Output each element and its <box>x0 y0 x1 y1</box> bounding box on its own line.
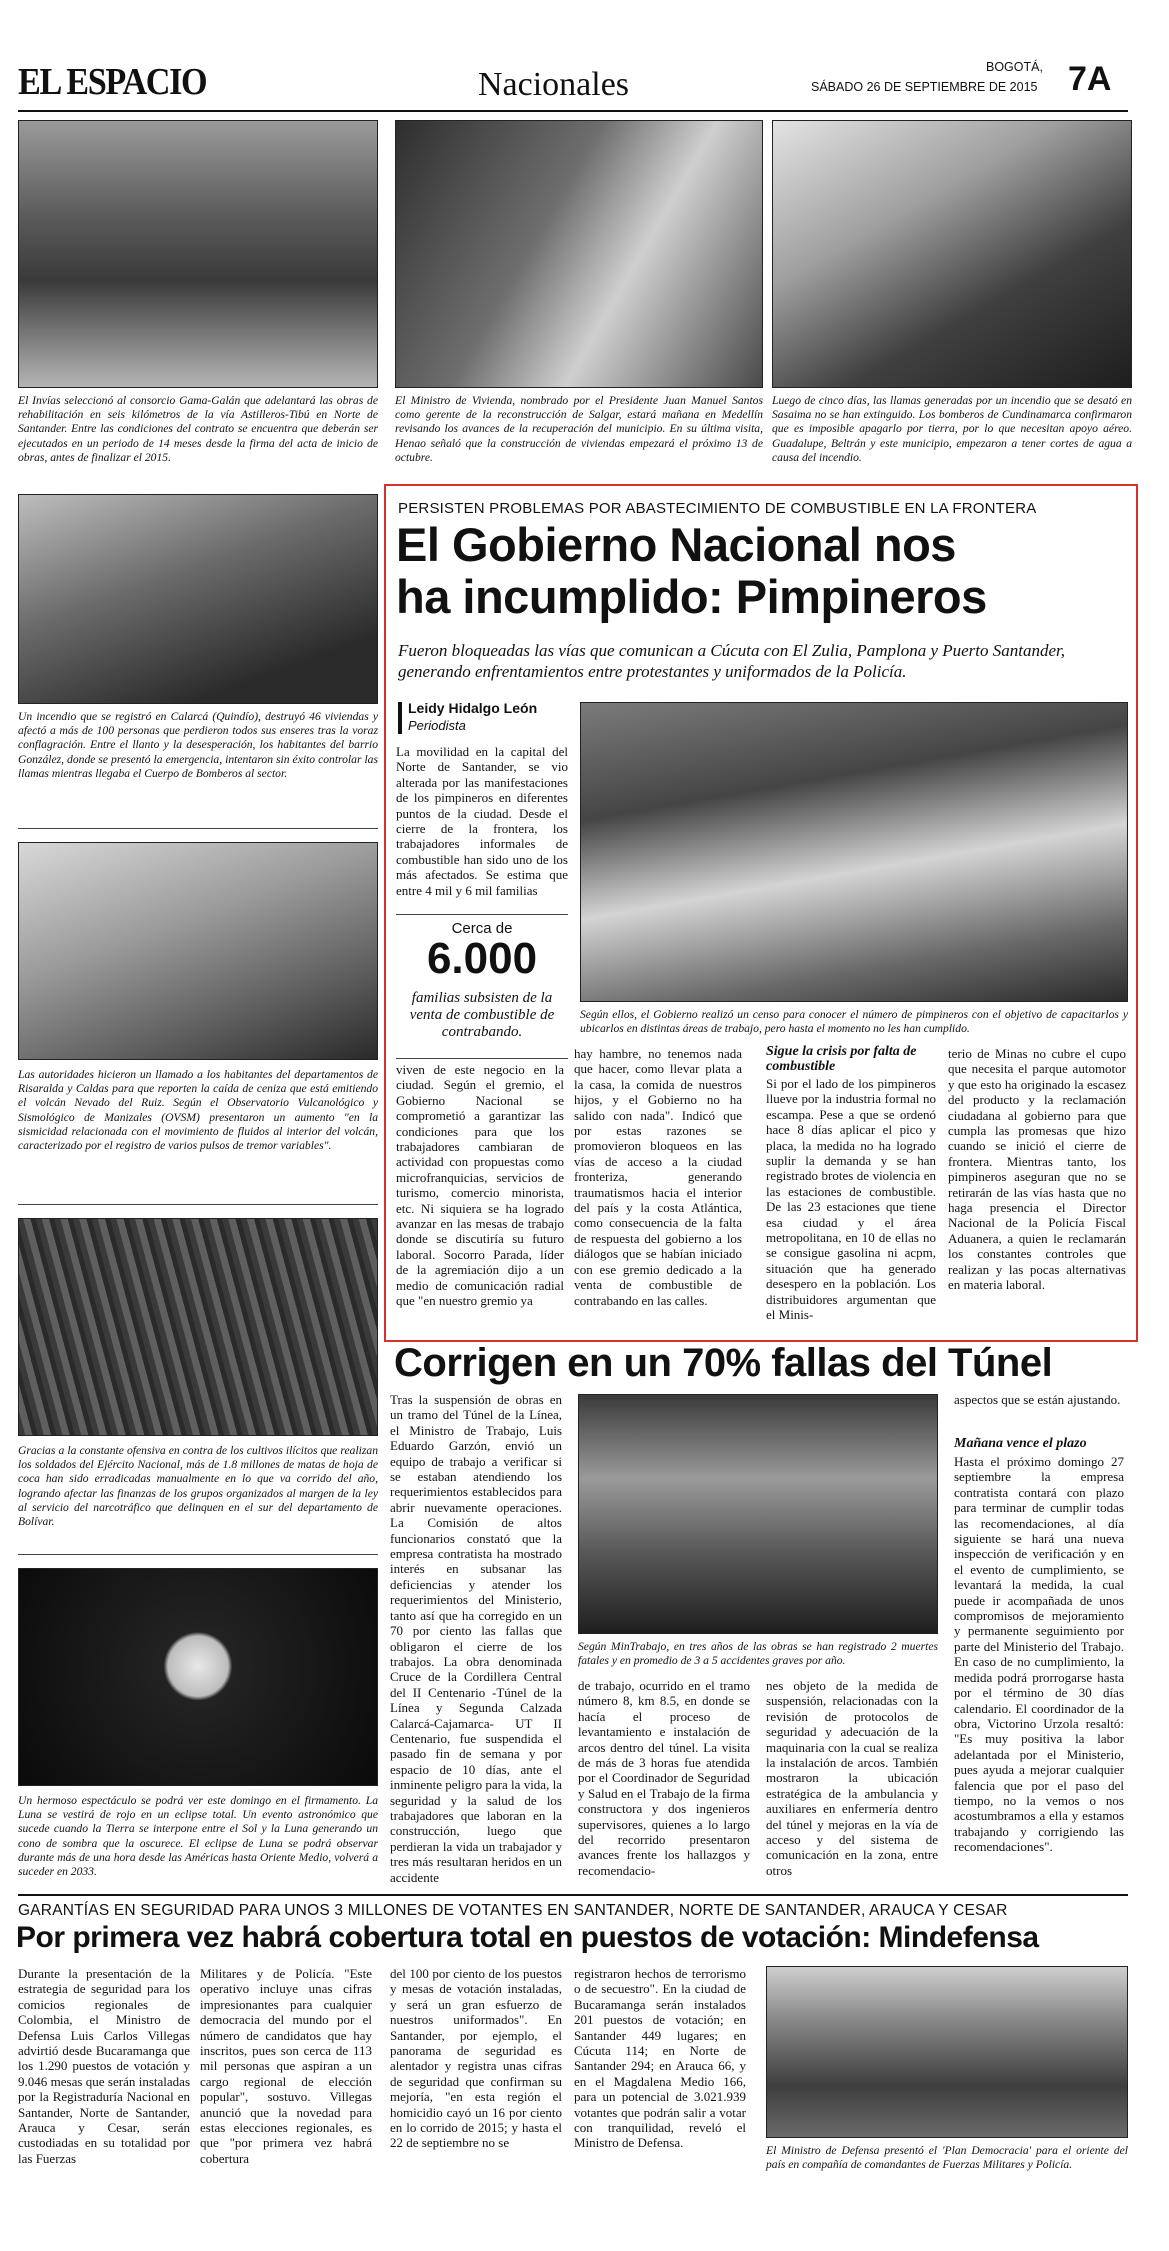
volcano-ash-photo <box>18 842 378 1060</box>
tunnel-story-col3: nes objeto de la medida de suspensión, relacionadas con la revisión de protocolos de seguridad y adecuación de la maquinaria con la cual se realiza la instalación de arcos. También mostraron la ubicación estratégica de la ambulancia y auxiliares en enfermería dentro del túnel y mejoras en la vía de acceso y del sistema de comunicación en la zona, entre otros <box>766 1678 938 1878</box>
pull-quote-top: Cerca de <box>451 920 513 937</box>
main-story-lead: La movilidad en la capital del Norte de Santander, se vio alterada por las manifestaciones de los pimpineros en diferentes puntos de la ciudad. Desde el cierre de la frontera, los trabajadores informales de combustible han sido uno de los más afectados. Se estima que entre 4 mil y 6 mil familias <box>396 744 568 898</box>
lunar-eclipse-photo <box>18 1568 378 1786</box>
dateline-date: SÁBADO 26 DE SEPTIEMBRE DE 2015 <box>811 80 1038 94</box>
mindefensa-caption: El Ministro de Defensa presentó el 'Plan Democracia' para el oriente del país en compañía de comandantes de Fuerzas Militares y Policía. <box>766 2144 1128 2172</box>
bottom-story-kicker: GARANTÍAS EN SEGURIDAD PARA UNOS 3 MILLONES DE VOTANTES EN SANTANDER, NORTE DE SANTANDER, ARAUCA Y CESAR <box>18 1902 1008 1919</box>
main-story-col2: hay hambre, no tenemos nada que hacer, como llevar plata a la casa, la comida de nuestros hijos, y el Gobierno no ha salido con nada". Indicó que por estas razones se promovieron bloqueos en las vías de acceso a la ciudad fronteriza, generando traumatismos hacia el interior del país y la costa Atlántica, como consecuencia de la falta de respuesta del gobierno a los diálogos que se habían iniciado con ese gremio dedicado a la venta de combustible de contrabando en las calles. <box>574 1046 742 1308</box>
wildfire-sasaima-photo <box>772 120 1132 388</box>
tunnel-workers-caption: Según MinTrabajo, en tres años de las obras se han registrado 2 muertes fatales y en promedio de 3 a 5 accidentes graves por año. <box>578 1640 938 1668</box>
main-story-col1: viven de este negocio en la ciudad. Según el gremio, el Gobierno Nacional se comprometió a garantizar las condiciones para que los trabajadores cambiaran de actividad con propuestas como microfranquicias, servicios de turismo, comercio minorista, etc. Ni siquiera se ha logrado avanzar en las mesas de trabajo donde se discutiría su futuro laboral. Socorro Parada, líder de la agremiación dijo a un medio de comunicación radial que "en nuestro gremio ya <box>396 1062 564 1309</box>
section-title: Nacionales <box>478 66 630 103</box>
left-divider-2 <box>18 1204 378 1205</box>
paper-name: EL ESPACIO <box>18 61 207 103</box>
main-story-headline-1: El Gobierno Nacional nos <box>396 518 956 571</box>
tunnel-story-col1: Tras la suspensión de obras en un tramo del Túnel de la Línea, el Ministro de Trabajo, Luis Eduardo Garzón, envió un equipo de trabajo a verificar si se estaban atendiendo los requerimientos establecidos para abrir nuevamente operaciones. La Comisión de altos funcionarios constató que la empresa contratista ha mostrado interés en subsanar las deficiencias y atender los requerimientos del Ministerio, tanto así que ha corregido en un 70 por ciento las fallas que obligaron el cierre de los trabajos. La obra denominada Cruce de la Cordillera Central del II Centenario -Túnel de la Línea y Segunda Calzada Calarcá-Cajamarca- UT II Centenario, fue suspendida el pasado fin de semana y por espacio de 10 días, ante el inminente peligro para la vida, la seguridad y la salud de los trabajadores que laboran en la construcción, luego que perdieran la vida un trabajador y tres más resultaran heridos en un accidente <box>390 1392 562 1885</box>
road-works-photo <box>18 120 378 388</box>
left-divider-3 <box>18 1554 378 1555</box>
minister-housing-caption: El Ministro de Vivienda, nombrado por el Presidente Juan Manuel Santos como gerente de la reconstrucción de Salgar, estará mañana en Medellín revisando los avances de la recuperación del municipio. En su última visita, Henao señaló que la construcción de viviendas empezará el próximo 13 de octubre. <box>395 394 763 464</box>
pull-quote-rule-bottom <box>396 1058 568 1059</box>
left-divider-1 <box>18 828 378 829</box>
calarca-fire-caption: Un incendio que se registró en Calarcá (Quindío), destruyó 46 viviendas y afectó a más de 100 personas que perdieron todos sus enseres tras la voraz conflagración. Entre el llanto y la desesperación, los habitantes del barrio González, donde se presentó la emergencia, intentaron sin éxito controlar las llamas mientras llegaba el Cuerpo de Bomberos al sector. <box>18 710 378 780</box>
bottom-story-headline: Por primera vez habrá cobertura total en puestos de votación: Mindefensa <box>16 1921 1039 1954</box>
masthead <box>18 52 1128 108</box>
lunar-eclipse-caption: Un hermoso espectáculo se podrá ver este domingo en el firmamento. La Luna se vestirá de rojo en un eclipse total. Un evento astronómico que sucede cuando la Tierra se interpone entre el Sol y la Luna generando un cono de sombra que la oscurece. El eclipse de Luna se podrá observar durante más de una hora desde las Américas hasta Oriente Medio, volverá a suceder en 2033. <box>18 1794 378 1879</box>
mindefensa-photo <box>766 1966 1128 2138</box>
pimpineros-caption: Según ellos, el Gobierno realizó un censo para conocer el número de pimpineros con el objetivo de capacitarlos y ubicarlos en distintas áreas de trabajo, pero hasta el momento no les han cumplido. <box>580 1008 1128 1036</box>
masthead-rule <box>18 110 1128 112</box>
byline-role: Periodista <box>408 718 466 733</box>
pull-quote-number: 6.000 <box>426 934 538 983</box>
road-works-caption: El Invías seleccionó al consorcio Gama-Galán que adelantará las obras de rehabilitación en seis kilómetros de la vía Astilleros-Tibú en Norte de Santander. Entre las condiciones del contrato se encuentra que deberán ser ejecutados en un periodo de 14 meses desde la firma del acta de inicio de obras, antes de finalizar el 2015. <box>18 394 378 464</box>
calarca-fire-photo <box>18 494 378 704</box>
coca-eradication-photo <box>18 1218 378 1436</box>
bottom-story-col3: del 100 por ciento de los puestos y mesas de votación instaladas, y será un gran esfuerzo de nuestros uniformados". En Santander, por ejemplo, el panorama de seguridad es alentador y registra unas cifras de seguridad que confirman su mejoría, "en esta región el homicidio cayó un 16 por ciento en lo corrido de 2015; y hasta el 22 de septiembre no se <box>390 1966 562 2151</box>
bottom-story-col4: registraron hechos de terrorismo o de secuestro". En la ciudad de Bucaramanga serán instalados 201 puestos de votación; en Santander 449 lugares; en Cúcuta 114; en Norte de Santander 294; en Arauca 66, y en el Magdalena Medio 166, para un potencial de 3.021.939 votantes que podrán salir a votar con tranquilidad, reveló el Ministro de Defensa. <box>574 1966 746 2151</box>
byline-name: Leidy Hidalgo León <box>408 700 538 716</box>
bottom-story-rule <box>18 1894 1128 1896</box>
minister-housing-photo <box>395 120 763 388</box>
pimpineros-photo <box>580 702 1128 1002</box>
pull-quote-text: familias subsisten de la venta de combustible de contrabando. <box>409 990 555 1040</box>
bottom-story-col2: Militares y de Policía. "Este operativo incluye unas cifras impresionantes para cualquier democracia del mundo por el número de candidatos que hay inscritos, pues son cerca de 113 mil personas que aspiran a un cargo regional de elección popular", sostuvo. Villegas anunció que la novedad para estas elecciones regionales, es que "por primera vez habrá cobertura <box>200 1966 372 2166</box>
tunnel-story-col4-top: aspectos que se están ajustando. <box>954 1392 1121 1407</box>
dateline-city: BOGOTÁ, <box>986 60 1043 74</box>
page-number: 7A <box>1068 60 1112 98</box>
coca-eradication-caption: Gracias a la constante ofensiva en contra de los cultivos ilícitos que realizan los soldados del Ejército Nacional, más de 1.8 millones de matas de hoja de coca han sido erradicadas manualmente en lo que va corrido del año, logrando afectar las finanzas de los grupos organizados al margen de la ley al servicio del narcotráfico que delinquen en el sur del departamento de Bolívar. <box>18 1444 378 1529</box>
main-story-kicker: PERSISTEN PROBLEMAS POR ABASTECIMIENTO DE COMBUSTIBLE EN LA FRONTERA <box>398 500 1037 517</box>
volcano-ash-caption: Las autoridades hicieron un llamado a los habitantes del departamentos de Risaralda y Caldas para que reporten la caída de ceniza que está emitiendo el volcán Nevado del Ruiz. Según el Observatorio Vulcanológico y Sismológico de Manizales (OVSM) presentaron un aumento "en la sismicidad relacionada con el movimiento de fluidos al interior del volcán, caracterizado por el registro de varios pulsos de tremor variables". <box>18 1068 378 1153</box>
main-story-col3: Si por el lado de los pimpineros llueve por la industria formal no escampa. Pese a que se ordenó hace 8 días aplicar el pico y placa, la medida no ha logrado suplir la demanda y se han registrado brotes de violencia en las estaciones de combustible. De las 23 estaciones que tiene esa ciudad y el área metropolitana, en 10 de ellas no se consigue gasolina ni acpm, situación que ha generado desespero en la población. Los distribuidores argumentan que el Minis- <box>766 1076 936 1323</box>
bottom-story-col1: Durante la presentación de la estrategia de seguridad para los comicios regionales de Colombia, el Ministro de Defensa Luis Carlos Villegas advirtió desde Bucaramanga que los 1.290 puestos de votación y 9.046 mesas que serán instaladas por la Registraduría Nacional en Santander, Norte de Santander, Arauca y Cesar, serán custodiadas en su totalidad por las Fuerzas <box>18 1966 190 2166</box>
wildfire-sasaima-caption: Luego de cinco días, las llamas generadas por un incendio que se desató en Sasaima no se han extinguido. Los bomberos de Cundinamarca confirmaron que es imposible apagarlo por tierra, por lo que necesitan apoyo aéreo. Guadalupe, Beltrán y este municipio, empezaron a tener cortes de agua a causa del incendio. <box>772 394 1132 464</box>
tunnel-story-col2: de trabajo, ocurrido en el tramo número 8, km 8.5, en donde se hacía el proceso de levantamiento e instalación de arcos dentro del túnel. La visita de más de 3 horas fue atendida por el Coordinador de Seguridad y Salud en el Trabajo de la firma constructora y dos ingenieros supervisores, quienes a lo largo del recorrido presentaron avances frente los hallazgos y recomendacio- <box>578 1678 750 1878</box>
tunnel-story-col4-subhead: Mañana vence el plazo <box>954 1436 1087 1451</box>
main-story-deck: Fueron bloqueadas las vías que comunican a Cúcuta con El Zulia, Pamplona y Puerto Santander, generando enfrentamientos entre protestantes y uniformados de la Policía. <box>398 641 1066 681</box>
tunnel-story-col4: Hasta el próximo domingo 27 septiembre la empresa contratista contará con plazo para terminar de cumplir todas las recomendaciones, al día siguiente se hará una nueva inspección de verificación y en el evento de cumplimiento, se levantará la medida, la cual puede ir acompañada de unos compromisos de mejoramiento y permanente seguimiento por parte del Ministerio del Trabajo. En caso de no cumplimiento, la medida podrá prorrogarse hasta por el término de 30 días calendario. El coordinador de la obra, Victorino Urzola resaltó: "Es muy positiva la labor adelantada por el Ministerio, pues ayuda a mejorar cualquier falencia que por el paso del tiempo, no la vemos o nos acostumbramos a ella y estamos trabajando y corrigiendo las recomendaciones". <box>954 1454 1124 1855</box>
tunnel-story-headline: Corrigen en un 70% fallas del Túnel <box>394 1341 1053 1385</box>
pull-quote-rule-top <box>396 914 568 915</box>
main-story-col3-subhead: Sigue la crisis por falta de combustible <box>766 1044 917 1074</box>
tunnel-workers-photo <box>578 1394 938 1634</box>
main-story-col4: terio de Minas no cubre el cupo que necesita el parque automotor y que esto ha originado la escasez del producto y la reclamación ciudadana al gobierno para que cumpla las promesas que hizo cuando se inició el cierre de frontera. Mientras tanto, los pimpineros aseguran que no se retirarán de las vías hasta que no haga presencia el Director Nacional de la Policía Fiscal Aduanera, a quien le reclamarán los constantes controles que realizan y las pocas alternativas en materia laboral. <box>948 1046 1126 1293</box>
main-story-headline-2: ha incumplido: Pimpineros <box>396 570 987 623</box>
byline-bar <box>398 702 402 734</box>
